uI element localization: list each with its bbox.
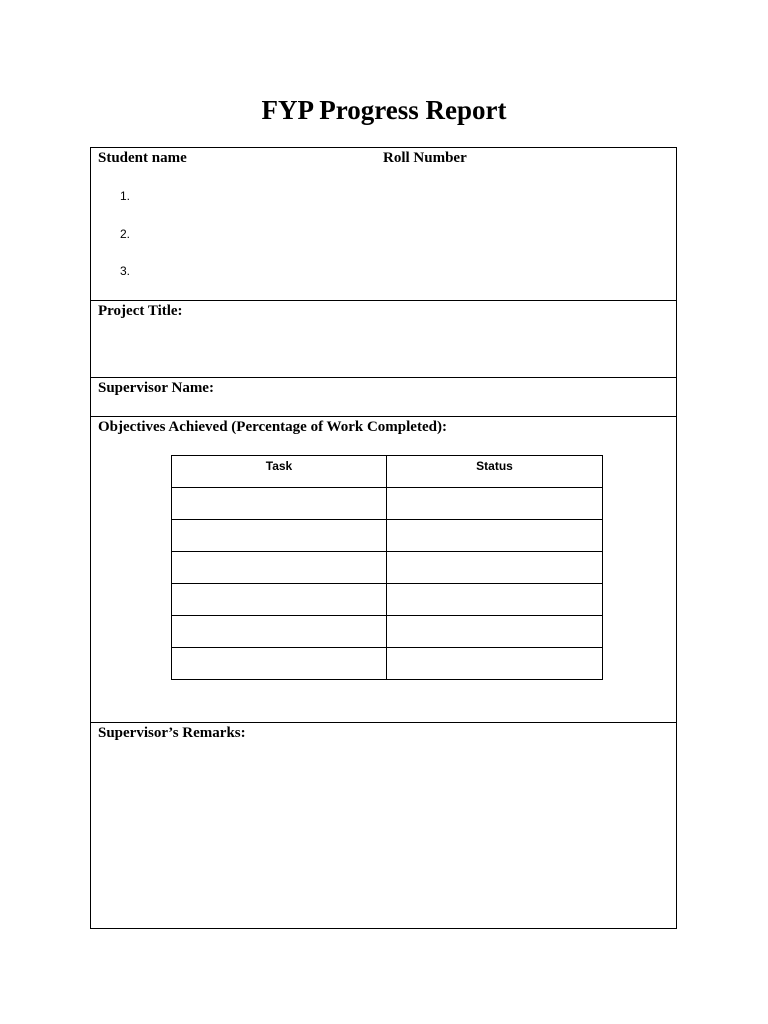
- supervisor-name-label: Supervisor Name:: [98, 380, 214, 396]
- task-status-table: [171, 455, 603, 680]
- objectives-section: [91, 417, 676, 723]
- status-column-header: Status: [387, 456, 603, 488]
- list-number-1: 1.: [120, 189, 131, 203]
- status-cell[interactable]: [387, 616, 603, 648]
- task-column-header: Task: [172, 456, 387, 488]
- task-cell[interactable]: [172, 488, 387, 520]
- task-cell[interactable]: [172, 616, 387, 648]
- objectives-label: Objectives Achieved (Percentage of Work Completed):: [98, 419, 447, 435]
- supervisor-name-section: [91, 378, 676, 417]
- student-name-label: Student name: [98, 150, 187, 166]
- status-cell[interactable]: [387, 584, 603, 616]
- task-cell[interactable]: [172, 648, 387, 680]
- task-cell[interactable]: [172, 520, 387, 552]
- task-cell[interactable]: [172, 584, 387, 616]
- list-number-3: 3.: [120, 264, 131, 278]
- progress-report-form: [90, 147, 677, 929]
- table-row: [172, 520, 603, 552]
- table-row: [172, 648, 603, 680]
- status-cell[interactable]: [387, 648, 603, 680]
- status-cell[interactable]: [387, 552, 603, 584]
- table-row: [172, 488, 603, 520]
- project-title-section: [91, 301, 676, 378]
- roll-number-label: Roll Number: [383, 150, 467, 166]
- table-row: [172, 584, 603, 616]
- list-number-2: 2.: [120, 227, 131, 241]
- table-row: [172, 552, 603, 584]
- table-row: [172, 616, 603, 648]
- remarks-section: [91, 723, 676, 928]
- page-title: FYP Progress Report: [261, 95, 507, 125]
- remarks-label: Supervisor’s Remarks:: [98, 725, 246, 741]
- status-cell[interactable]: [387, 520, 603, 552]
- student-section: [91, 148, 676, 301]
- task-cell[interactable]: [172, 552, 387, 584]
- status-cell[interactable]: [387, 488, 603, 520]
- project-title-label: Project Title:: [98, 303, 183, 319]
- table-header-row: [172, 456, 603, 488]
